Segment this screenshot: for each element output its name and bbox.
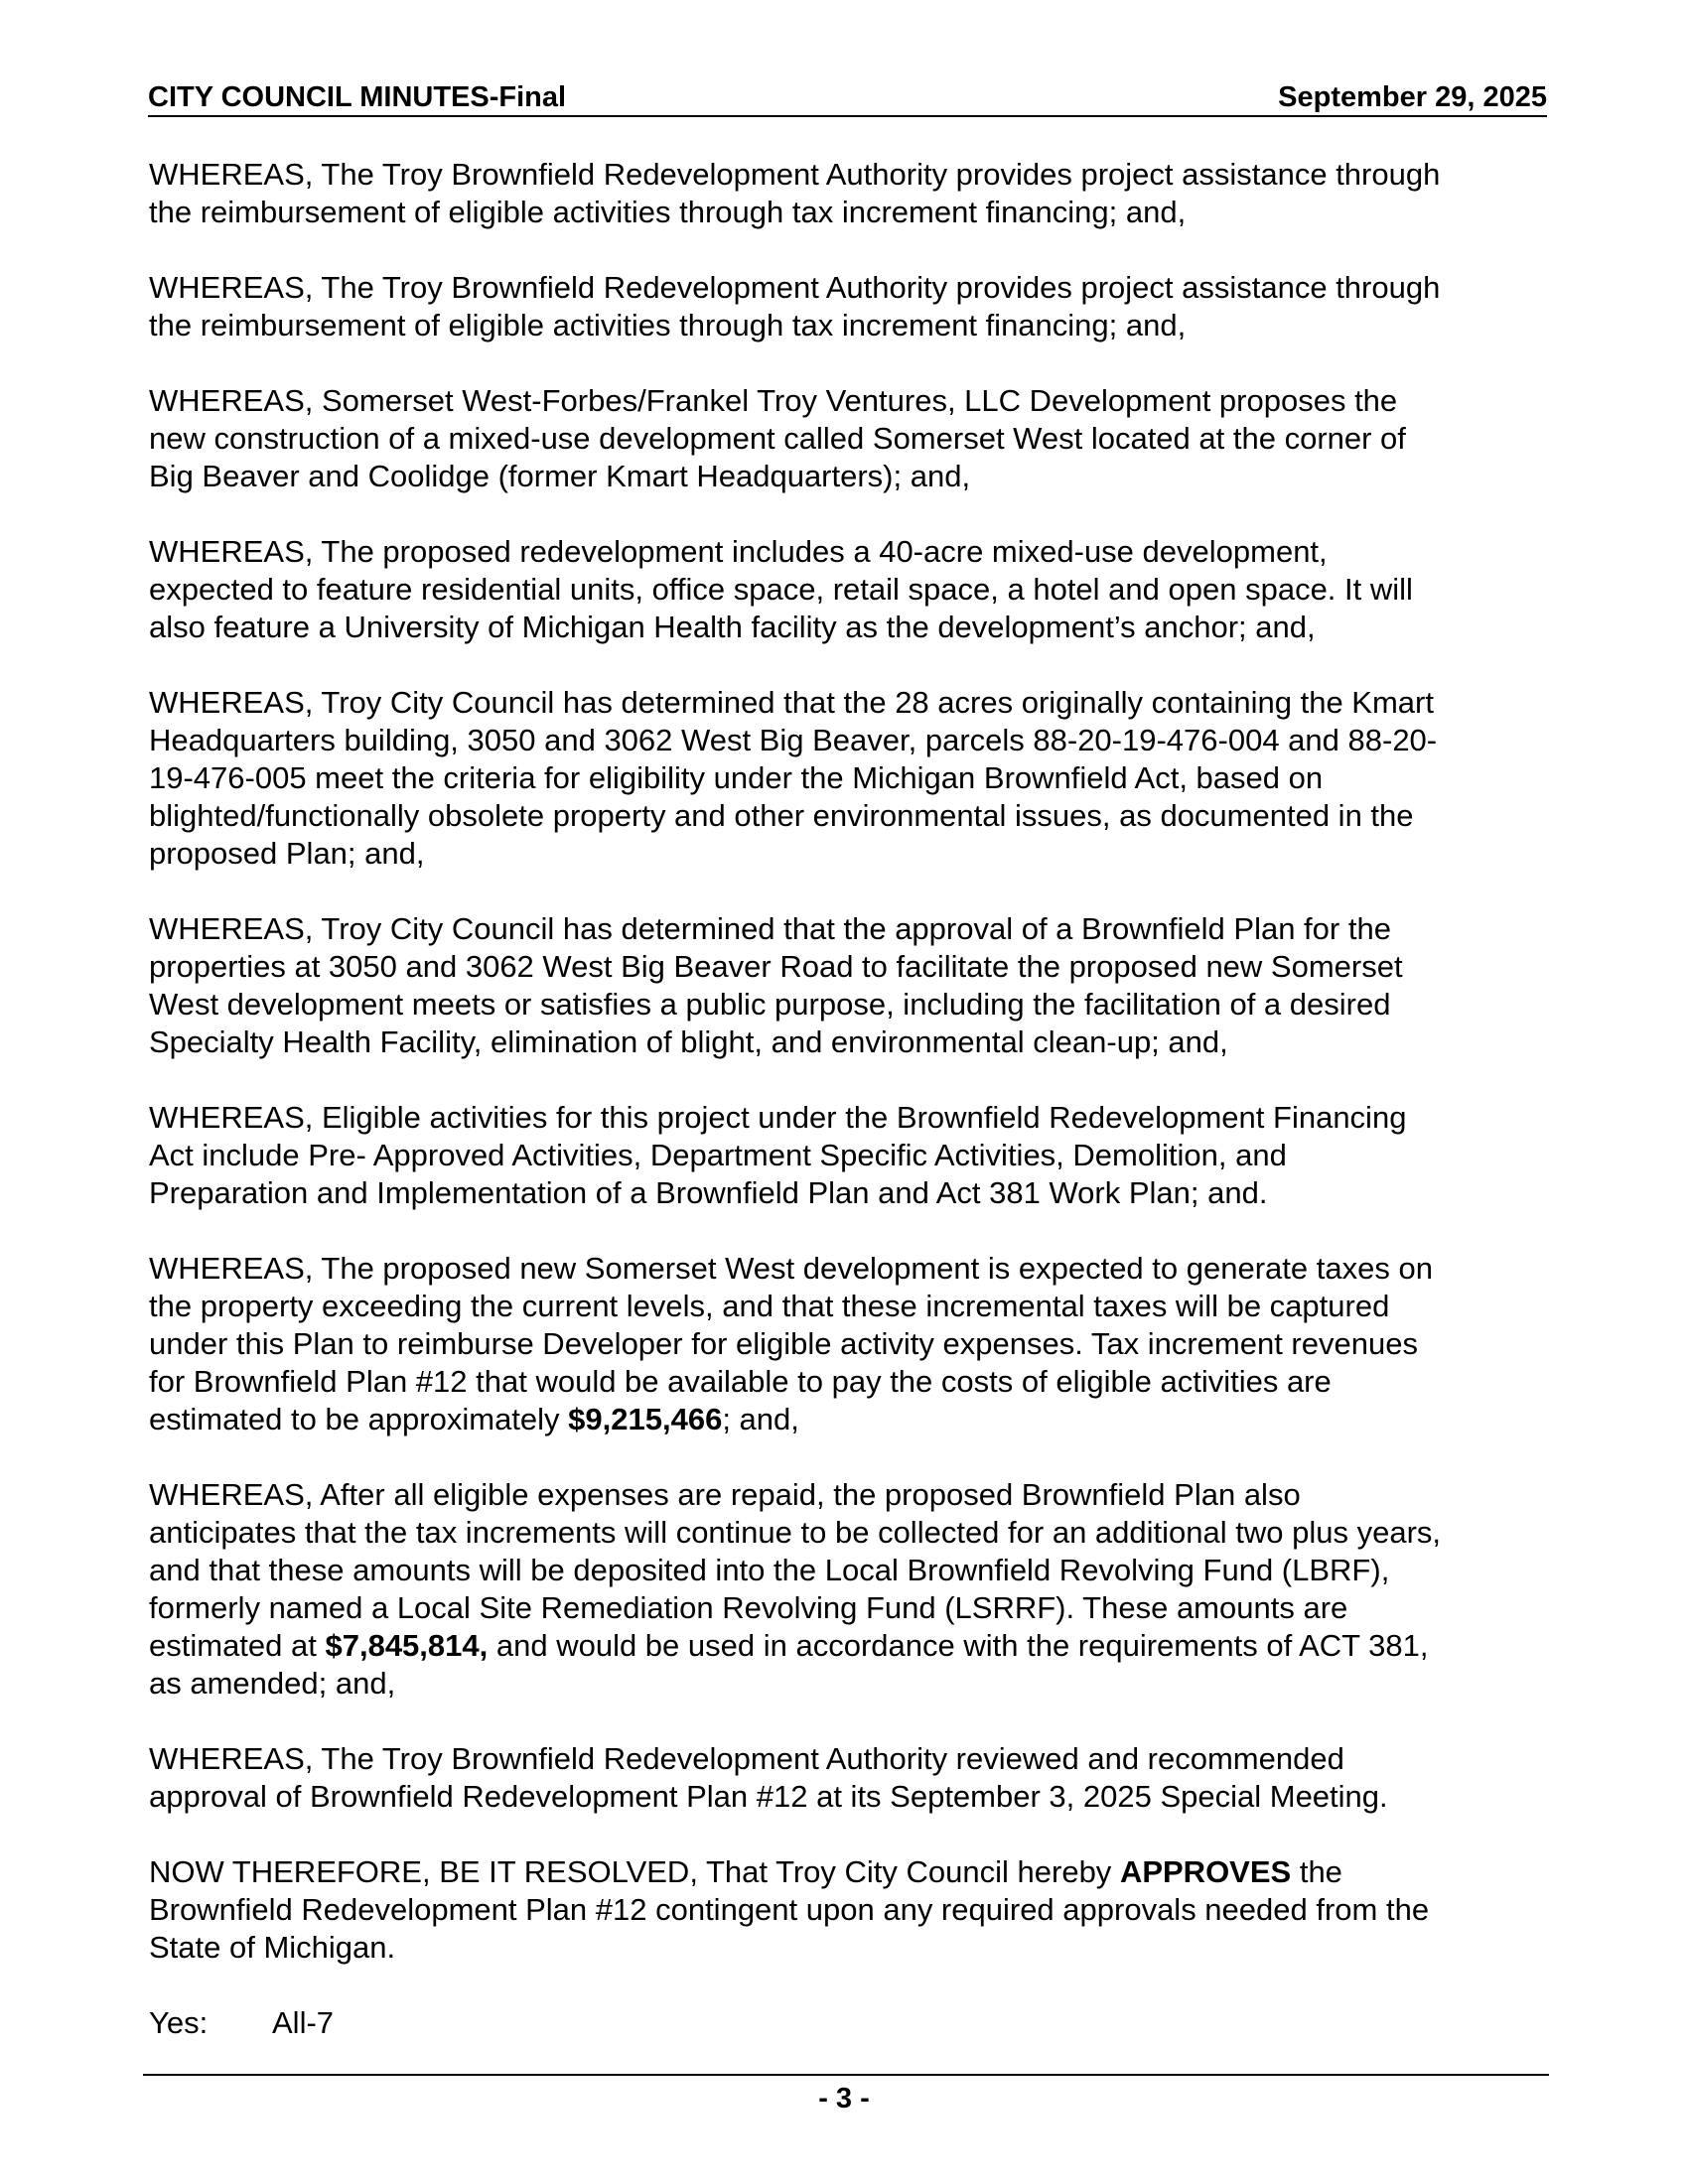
text-line: and that these amounts will be deposited into the Local Brownfield Revolving Fund (LBRF), [149, 1553, 1390, 1587]
document-body [149, 156, 1559, 2042]
text-line [149, 1627, 1559, 1665]
text-line: also feature a University of Michigan Health facility as the development’s anchor; and, [149, 610, 1316, 644]
whereas-paragraph [149, 382, 1559, 495]
text-line: expected to feature residential units, office space, retail space, a hotel and open space. It will [149, 572, 1413, 607]
whereas-paragraph [149, 910, 1559, 1061]
lbrf-amount: $7,845,814, [325, 1628, 489, 1663]
review-paragraph [149, 1740, 1559, 1816]
tax-increment-amount: $9,215,466 [568, 1402, 723, 1436]
vote-record [149, 2004, 1559, 2042]
text-fragment: and would be used in accordance with the requirements of ACT 381, [488, 1628, 1429, 1663]
text-fragment: ; and, [722, 1402, 799, 1436]
text-line [149, 1853, 1559, 1891]
text-fragment: estimated at [149, 1628, 326, 1663]
text-line: WHEREAS, The proposed redevelopment includes a 40-acre mixed-use development, [149, 534, 1328, 569]
whereas-paragraph [149, 156, 1559, 231]
page-header [148, 79, 1547, 117]
whereas-paragraph [149, 1099, 1559, 1212]
document-date: September 29, 2025 [1278, 81, 1547, 113]
text-line: anticipates that the tax increments will continue to be collected for an additional two plus years, [149, 1515, 1442, 1550]
text-line [149, 1401, 1559, 1438]
text-line: for Brownfield Plan #12 that would be available to pay the costs of eligible activities are [149, 1364, 1332, 1399]
page-number: - 3 - [818, 2083, 870, 2115]
text-line: proposed Plan; and, [149, 836, 425, 871]
text-line: the property exceeding the current levels, and that these incremental taxes will be captured [149, 1289, 1390, 1323]
text-line: the reimbursement of eligible activities through tax increment financing; and, [149, 195, 1187, 229]
text-line: WHEREAS, The Troy Brownfield Redevelopment Authority reviewed and recommended [149, 1741, 1344, 1776]
document-title: CITY COUNCIL MINUTES-Final [148, 81, 567, 113]
text-line: Headquarters building, 3050 and 3062 West Big Beaver, parcels 88-20-19-476-004 and 88-20- [149, 723, 1438, 757]
lbrf-paragraph [149, 1476, 1559, 1703]
text-line: WHEREAS, After all eligible expenses are repaid, the proposed Brownfield Plan also [149, 1477, 1301, 1512]
text-fragment: NOW THEREFORE, BE IT RESOLVED, That Troy City Council hereby [149, 1854, 1120, 1889]
text-line: the reimbursement of eligible activities through tax increment financing; and, [149, 308, 1187, 342]
resolution-paragraph [149, 1853, 1559, 1967]
tax-increment-paragraph [149, 1250, 1559, 1438]
text-line: WHEREAS, Troy City Council has determined that the approval of a Brownfield Plan for the [149, 911, 1391, 946]
text-line: as amended; and, [149, 1666, 396, 1701]
text-line: WHEREAS, Somerset West-Forbes/Frankel Troy Ventures, LLC Development proposes the [149, 383, 1398, 418]
text-line: WHEREAS, The Troy Brownfield Redevelopment Authority provides project assistance through [149, 270, 1441, 305]
text-line: properties at 3050 and 3062 West Big Beaver Road to facilitate the proposed new Somerset [149, 949, 1403, 984]
text-fragment: the [1291, 1854, 1342, 1889]
text-line: Big Beaver and Coolidge (former Kmart Headquarters); and, [149, 459, 971, 493]
text-fragment: estimated to be approximately [149, 1402, 569, 1436]
text-line: WHEREAS, Troy City Council has determined that the 28 acres originally containing the Kmart [149, 685, 1434, 720]
text-line: new construction of a mixed-use development called Somerset West located at the corner of [149, 421, 1406, 456]
footer-divider [143, 2074, 1549, 2076]
text-line: WHEREAS, The Troy Brownfield Redevelopment Authority provides project assistance through [149, 157, 1441, 192]
text-line: under this Plan to reimburse Developer for eligible activity expenses. Tax increment revenues [149, 1326, 1418, 1361]
text-line: 19-476-005 meet the criteria for eligibility under the Michigan Brownfield Act, based on [149, 760, 1324, 795]
text-line: blighted/functionally obsolete property and other environmental issues, as documented in the [149, 798, 1414, 833]
text-line: Specialty Health Facility, elimination of blight, and environmental clean-up; and, [149, 1024, 1228, 1059]
approves-keyword: APPROVES [1119, 1854, 1292, 1889]
text-line: Preparation and Implementation of a Brownfield Plan and Act 381 Work Plan; and. [149, 1175, 1268, 1210]
text-line: WHEREAS, Eligible activities for this project under the Brownfield Redevelopment Financing [149, 1100, 1407, 1135]
text-line: Brownfield Redevelopment Plan #12 contingent upon any required approvals needed from the [149, 1892, 1430, 1927]
whereas-paragraph [149, 684, 1559, 873]
text-line: Act include Pre- Approved Activities, Department Specific Activities, Demolition, and [149, 1138, 1287, 1172]
whereas-paragraph [149, 269, 1559, 344]
text-line: WHEREAS, The proposed new Somerset West development is expected to generate taxes on [149, 1251, 1433, 1286]
vote-label: Yes: [149, 2005, 209, 2040]
text-line: approval of Brownfield Redevelopment Plan #12 at its September 3, 2025 Special Meeting. [149, 1779, 1388, 1814]
whereas-paragraph [149, 533, 1559, 646]
text-line: formerly named a Local Site Remediation Revolving Fund (LSRRF). These amounts are [149, 1590, 1348, 1625]
text-line: West development meets or satisfies a public purpose, including the facilitation of a desired [149, 987, 1391, 1022]
text-line: State of Michigan. [149, 1930, 396, 1965]
vote-result: All-7 [272, 2005, 335, 2040]
